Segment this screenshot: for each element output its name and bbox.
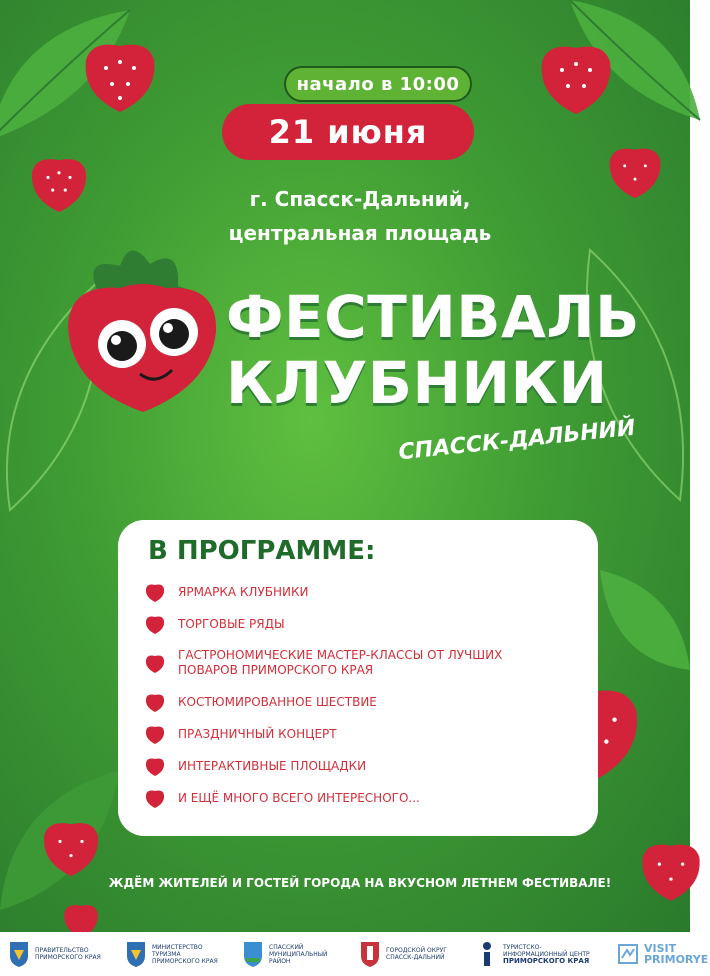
- strawberry-bullet-icon: [144, 723, 166, 745]
- title-line-1: ФЕСТИВАЛЬ: [226, 283, 640, 351]
- strawberry-icon: [78, 34, 162, 116]
- partner-logo-line: ПРАВИТЕЛЬСТВО: [35, 947, 89, 954]
- invitation-text: ЖДЁМ ЖИТЕЛЕЙ И ГОСТЕЙ ГОРОДА НА ВКУСНОМ ЛЕТНЕМ ФЕСТИВАЛЕ!: [108, 876, 612, 890]
- leaf-decoration-right: [590, 560, 700, 680]
- strawberry-mascot-icon: [60, 236, 226, 416]
- program-item-text: ИНТЕРАКТИВНЫЕ ПЛОЩАДКИ: [178, 758, 367, 773]
- partner-logo-line: РАЙОН: [269, 957, 291, 965]
- partner-logo-line: ПРИМОРСКОГО КРАЯ: [152, 957, 218, 965]
- program-item-text: И ЕЩЁ МНОГО ВСЕГО ИНТЕРЕСНОГО...: [178, 790, 420, 805]
- program-item: [144, 782, 564, 814]
- partner-logos-footer: [0, 932, 709, 976]
- program-item: [144, 750, 564, 782]
- partner-logo: [242, 940, 341, 968]
- info-center-icon: [476, 940, 498, 968]
- program-item-text: КОСТЮМИРОВАННОЕ ШЕСТВИЕ: [178, 694, 377, 709]
- program-item: [144, 640, 564, 686]
- partner-logo: [8, 940, 107, 968]
- strawberry-bullet-icon: [144, 581, 166, 603]
- program-item-text: ГАСТРОНОМИЧЕСКИЕ МАСТЕР-КЛАССЫ ОТ ЛУЧШИХ ПОВАРОВ ПРИМОРСКОГО КРАЯ: [178, 648, 503, 677]
- festival-subtitle: СПАССК-ДАЛЬНИЙ: [397, 415, 637, 466]
- program-item-text: ТОРГОВЫЕ РЯДЫ: [178, 616, 285, 631]
- visit-logo-line: PRIMORYE: [644, 953, 709, 966]
- strawberry-bullet-icon: [144, 691, 166, 713]
- program-item: [144, 718, 564, 750]
- coat-of-arms-icon: [8, 940, 30, 968]
- program-item: [144, 686, 564, 718]
- partner-logo-line: ТУРИСТСКО-ИНФОРМАЦИОННЫЙ ЦЕНТР: [503, 943, 590, 958]
- strawberry-icon: [636, 834, 706, 906]
- partner-logo-line: МИНИСТЕРСТВО ТУРИЗМА: [152, 943, 203, 958]
- partner-logo: [359, 940, 458, 968]
- program-item: [144, 576, 564, 608]
- strawberry-bullet-icon: [144, 755, 166, 777]
- program-heading: В ПРОГРАММЕ:: [148, 536, 376, 566]
- strawberry-icon: [26, 150, 92, 216]
- date-badge: 21 июня: [222, 104, 474, 160]
- partner-logo-line: СПАССК-ДАЛЬНИЙ: [386, 954, 445, 961]
- visit-primorye-icon: [617, 940, 639, 968]
- strawberry-bullet-icon: [144, 652, 166, 674]
- partner-logo: [125, 940, 224, 968]
- title-line-2: КЛУБНИКИ: [226, 349, 608, 417]
- visit-logo-line: VISIT: [644, 942, 677, 955]
- event-location: [200, 182, 520, 250]
- program-item: [144, 608, 564, 640]
- strawberry-bullet-icon: [144, 787, 166, 809]
- strawberry-bullet-icon: [144, 613, 166, 635]
- program-item-text: ЯРМАРКА КЛУБНИКИ: [178, 584, 309, 599]
- location-place: центральная площадь: [228, 221, 492, 245]
- coat-of-arms-icon: [242, 940, 264, 968]
- location-city: г. Спасск-Дальний,: [249, 187, 471, 211]
- program-card: [118, 520, 598, 836]
- coat-of-arms-icon: [359, 940, 381, 968]
- program-list: [144, 576, 564, 814]
- coat-of-arms-icon: [125, 940, 147, 968]
- strawberry-icon: [38, 814, 104, 880]
- start-time-badge: начало в 10:00: [284, 66, 472, 102]
- strawberry-icon: [534, 36, 618, 118]
- festival-title: [226, 283, 640, 417]
- partner-logo-line: СПАССКИЙ МУНИЦИПАЛЬНЫЙ: [269, 943, 328, 958]
- strawberry-icon: [604, 140, 666, 202]
- partner-logo-line: ПРИМОРСКОГО КРАЯ: [503, 956, 590, 965]
- partner-logo: [476, 940, 599, 968]
- visit-primorye-logo: [617, 940, 708, 968]
- partner-logo-line: ПРИМОРСКОГО КРАЯ: [35, 954, 101, 961]
- partner-logo-line: ГОРОДСКОЙ ОКРУГ: [386, 947, 447, 954]
- program-item-text: ПРАЗДНИЧНЫЙ КОНЦЕРТ: [178, 726, 337, 741]
